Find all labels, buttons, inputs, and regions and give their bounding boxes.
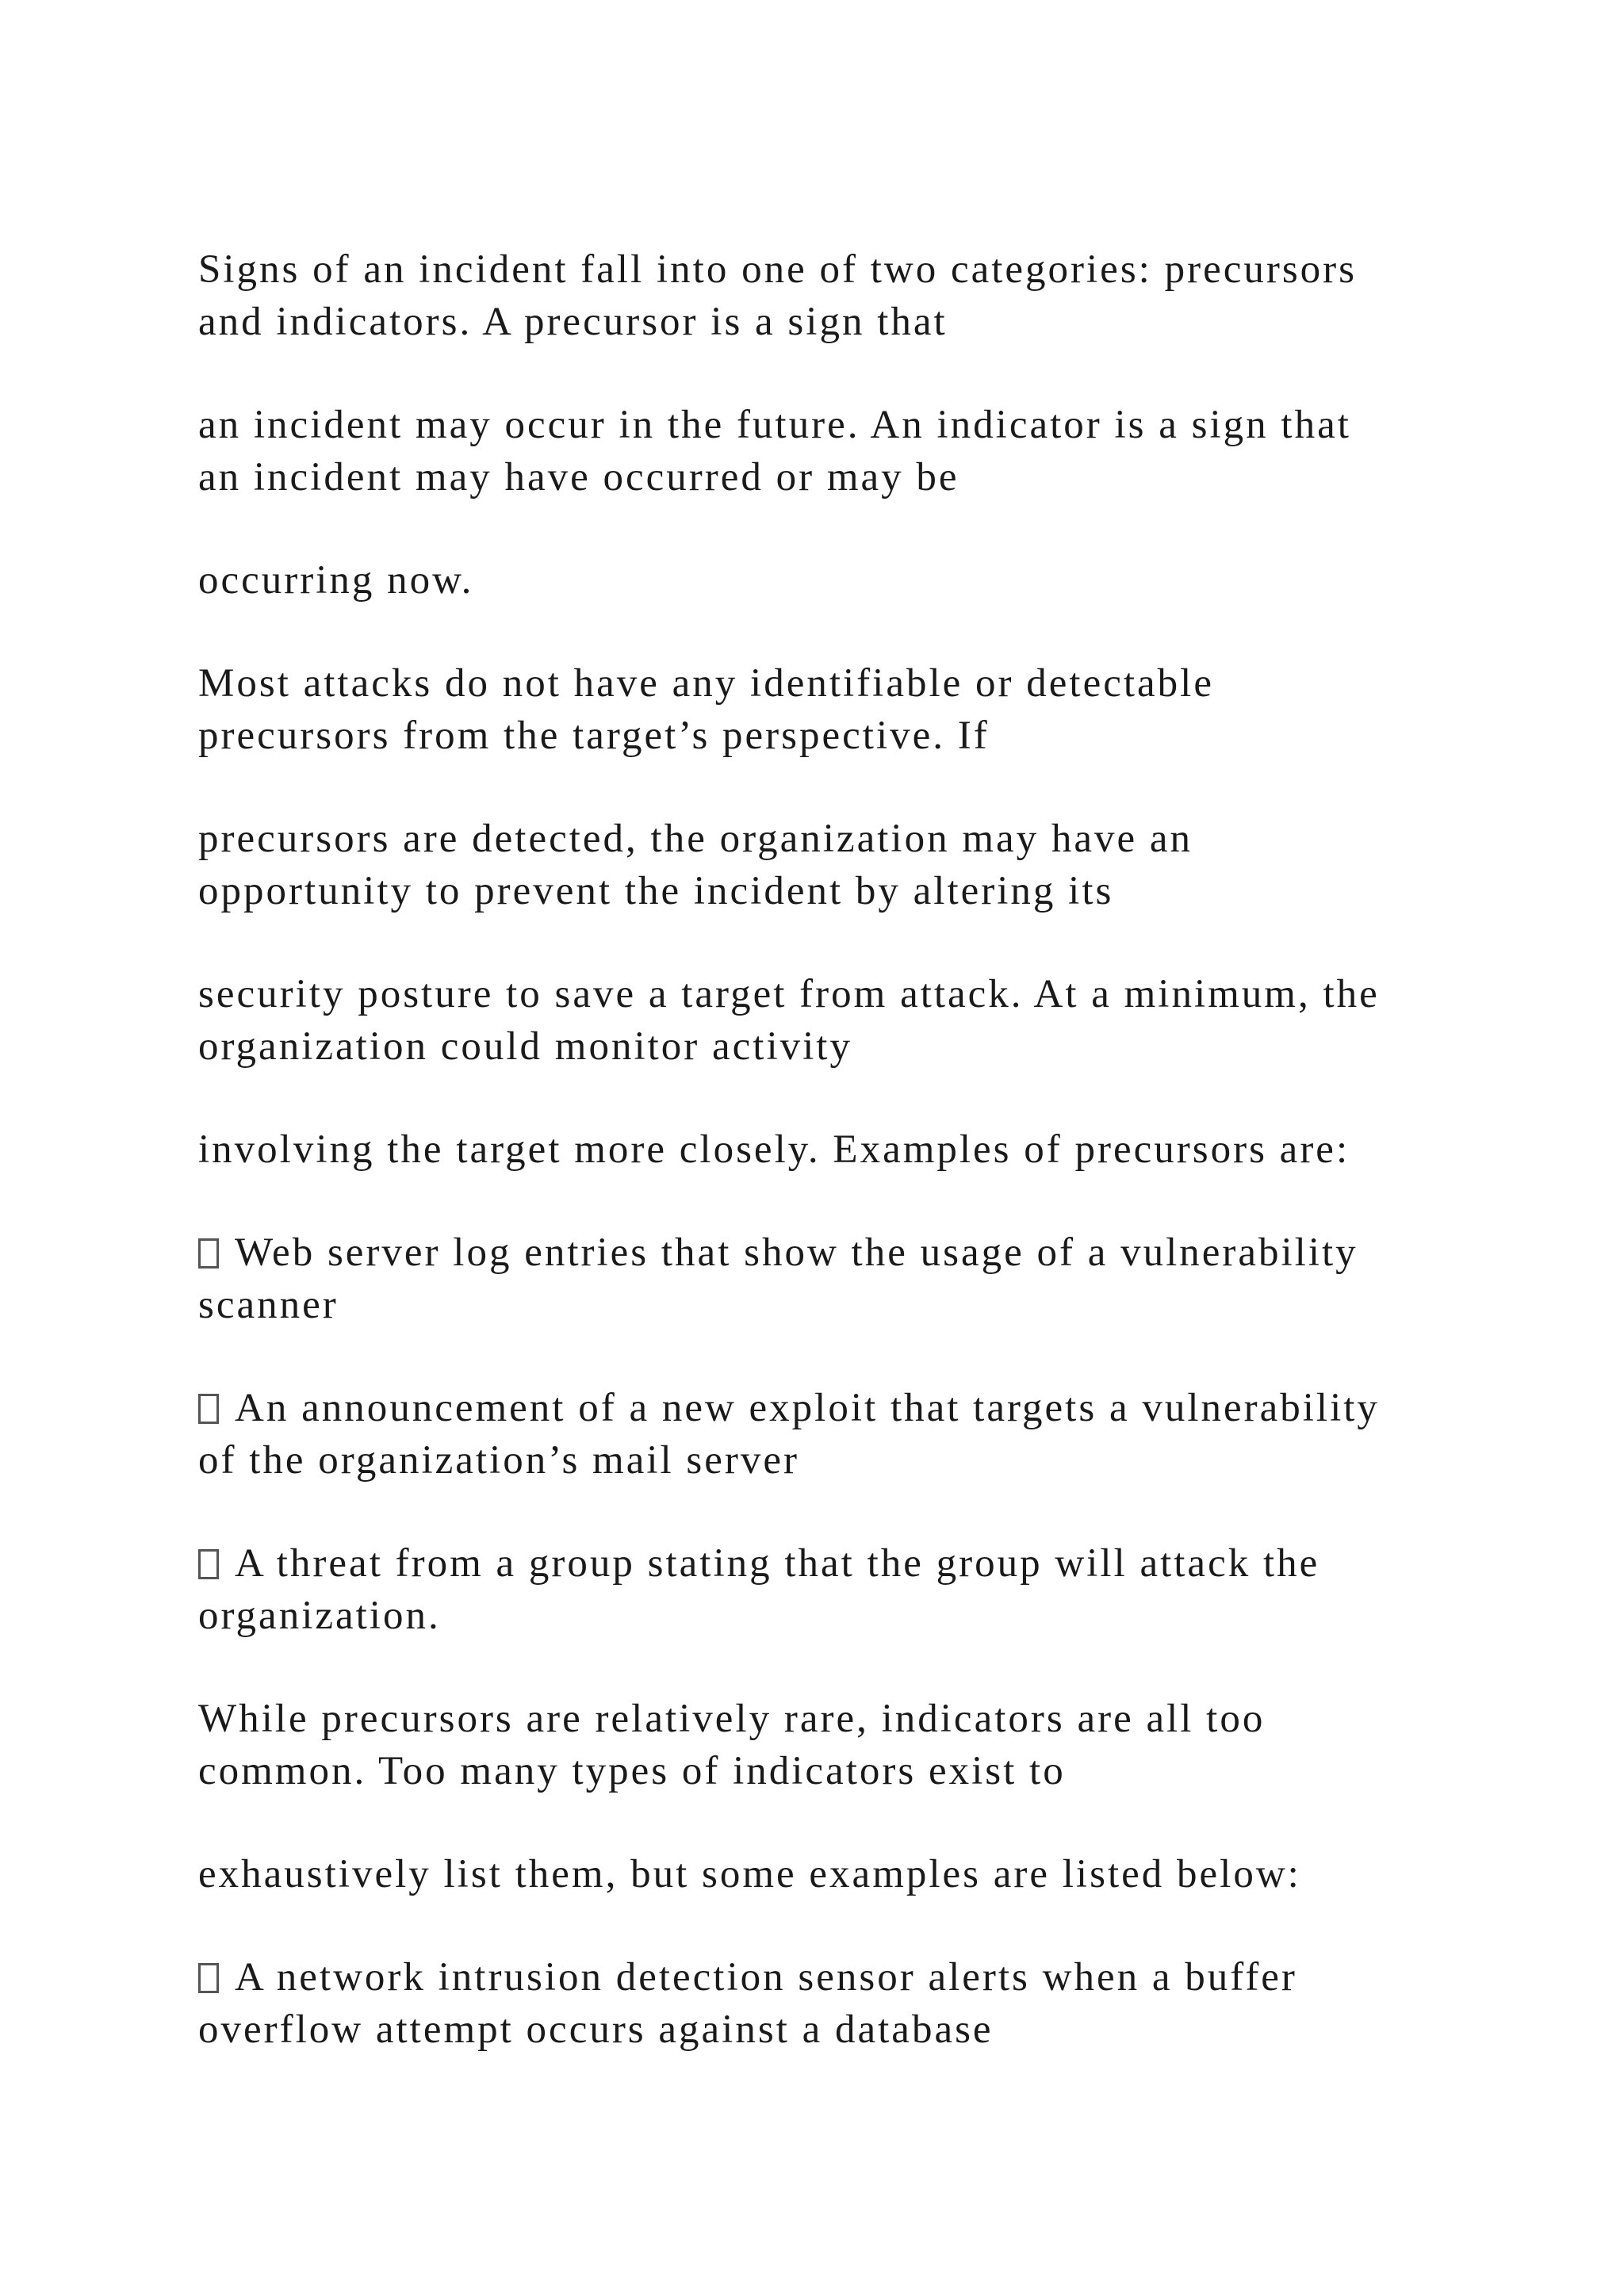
bullet-item [198,1226,1483,1331]
text-line: overflow attempt occurs against a database [198,2007,994,2052]
text-line: organization. [198,1594,441,1638]
text-line: precursors are detected, the organization may have an [198,817,1193,861]
text-line: exhaustively list them, but some examples are listed below: [198,1852,1301,1896]
text-line: While precursors are relatively rare, indicators are all too [198,1697,1266,1741]
missing-glyph-bullet-icon [198,1394,219,1424]
text-line: and indicators. A precursor is a sign that [198,300,948,344]
text-line: Signs of an incident fall into one of two categories: precursors [198,247,1357,292]
text-line: occurring now. [198,558,474,603]
bullet-item [198,1951,1483,2056]
text-line [198,1382,1483,1434]
bullet-item [198,1382,1483,1487]
paragraph [198,813,1483,917]
paragraph [198,657,1483,762]
text-line: of the organization’s mail server [198,1438,800,1483]
paragraph [198,1123,1483,1176]
text-line: involving the target more closely. Examples of precursors are: [198,1127,1350,1172]
paragraph [198,1693,1483,1797]
paragraph [198,968,1483,1073]
text-line: organization could monitor activity [198,1024,852,1069]
bullet-text: A threat from a group stating that the group will attack the [235,1541,1320,1586]
bullet-text: A network intrusion detection sensor alerts when a buffer [235,1955,1297,1999]
text-line [198,1951,1483,2003]
bullet-text: An announcement of a new exploit that targets a vulnerability [235,1386,1380,1430]
text-line: common. Too many types of indicators exist to [198,1749,1066,1793]
paragraph [198,399,1483,503]
missing-glyph-bullet-icon [198,1549,219,1579]
text-line: precursors from the target’s perspective. If [198,714,990,758]
missing-glyph-bullet-icon [198,1963,219,1993]
missing-glyph-bullet-icon [198,1238,219,1269]
bullet-item [198,1537,1483,1642]
text-line: an incident may occur in the future. An indicator is a sign that [198,403,1351,447]
paragraph [198,243,1483,348]
paragraph [198,1848,1483,1900]
text-line [198,1537,1483,1590]
text-line: an incident may have occurred or may be [198,455,959,499]
document-page [198,243,1483,2107]
text-line: security posture to save a target from attack. At a minimum, the [198,972,1380,1016]
bullet-text: Web server log entries that show the usage of a vulnerability [235,1230,1358,1275]
text-line: Most attacks do not have any identifiable or detectable [198,661,1214,706]
text-line: opportunity to prevent the incident by altering its [198,869,1114,913]
text-line [198,1226,1483,1279]
paragraph [198,554,1483,607]
text-line: scanner [198,1283,339,1327]
